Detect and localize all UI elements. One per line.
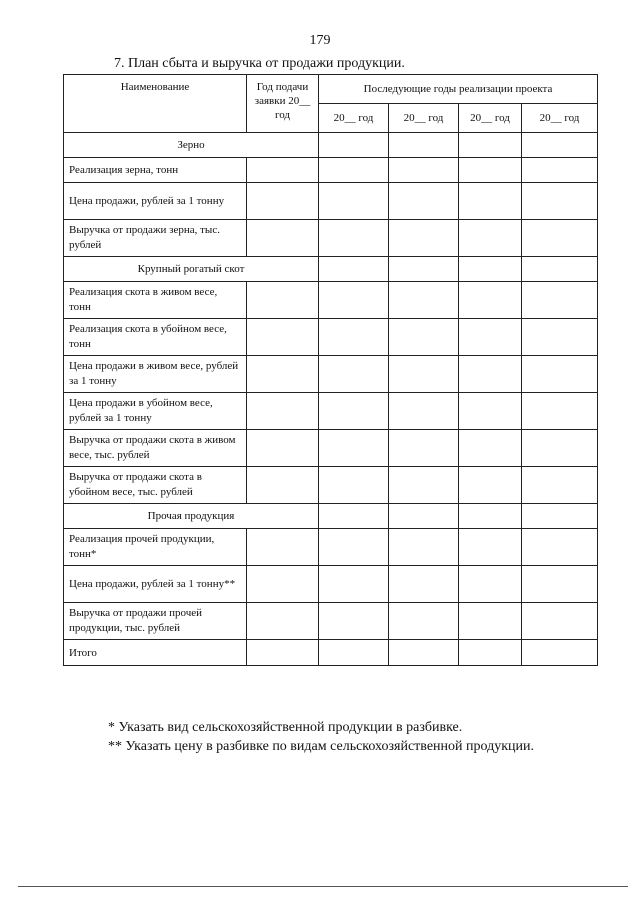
value-cell	[247, 393, 319, 430]
footnote-2: ** Указать цену в разбивке по видам сельскохозяйственной продукции.	[108, 739, 535, 754]
value-cell	[319, 356, 389, 393]
value-cell	[247, 430, 319, 467]
table-row	[64, 393, 598, 430]
value-cell	[247, 356, 319, 393]
value-cell	[459, 282, 522, 319]
value-cell	[459, 220, 522, 257]
table-row	[64, 640, 598, 666]
value-cell	[459, 603, 522, 640]
value-cell	[389, 393, 459, 430]
value-cell	[389, 467, 459, 504]
value-cell	[319, 566, 389, 603]
row-label: Реализация зерна, тонн	[64, 158, 247, 183]
row-label: Итого	[64, 640, 247, 666]
value-cell	[522, 356, 598, 393]
value-cell	[522, 566, 598, 603]
value-cell	[522, 467, 598, 504]
header-year-1: 20__ год	[319, 104, 389, 133]
value-cell	[247, 282, 319, 319]
value-cell	[247, 467, 319, 504]
value-cell	[319, 640, 389, 666]
value-cell	[319, 603, 389, 640]
empty-cell	[459, 133, 522, 158]
value-cell	[389, 603, 459, 640]
row-label: Цена продажи, рублей за 1 тонну**	[64, 566, 247, 603]
value-cell	[522, 220, 598, 257]
value-cell	[247, 566, 319, 603]
table-row	[64, 467, 598, 504]
value-cell	[319, 467, 389, 504]
section-label: Крупный рогатый скот	[64, 257, 319, 282]
empty-cell	[319, 504, 389, 529]
table-row	[64, 282, 598, 319]
empty-cell	[522, 504, 598, 529]
empty-cell	[522, 257, 598, 282]
row-label: Цена продажи в убойном весе, рублей за 1 тонну	[64, 393, 247, 430]
row-label: Реализация скота в живом весе, тонн	[64, 282, 247, 319]
empty-cell	[459, 257, 522, 282]
value-cell	[319, 393, 389, 430]
empty-cell	[389, 133, 459, 158]
header-name: Наименование	[64, 75, 247, 133]
value-cell	[522, 319, 598, 356]
value-cell	[389, 158, 459, 183]
row-label: Выручка от продажи прочей продукции, тыс. рублей	[64, 603, 247, 640]
row-label: Выручка от продажи зерна, тыс. рублей	[64, 220, 247, 257]
footnote-1: * Указать вид сельскохозяйственной продукции в разбивке.	[108, 720, 463, 735]
value-cell	[319, 220, 389, 257]
sales-plan-table	[63, 74, 598, 666]
value-cell	[247, 183, 319, 220]
value-cell	[522, 529, 598, 566]
value-cell	[459, 430, 522, 467]
header-year-4: 20__ год	[522, 104, 598, 133]
empty-cell	[319, 133, 389, 158]
value-cell	[459, 158, 522, 183]
value-cell	[247, 220, 319, 257]
row-label: Выручка от продажи скота в живом весе, тыс. рублей	[64, 430, 247, 467]
value-cell	[389, 183, 459, 220]
value-cell	[522, 430, 598, 467]
value-cell	[522, 603, 598, 640]
value-cell	[247, 603, 319, 640]
value-cell	[247, 640, 319, 666]
header-following-years: Последующие годы реализации проекта	[319, 75, 598, 104]
table-row	[64, 220, 598, 257]
table-body	[64, 133, 598, 666]
header-year-2: 20__ год	[389, 104, 459, 133]
value-cell	[459, 566, 522, 603]
value-cell	[319, 430, 389, 467]
value-cell	[247, 529, 319, 566]
value-cell	[459, 356, 522, 393]
empty-cell	[389, 504, 459, 529]
table-row	[64, 319, 598, 356]
section-row	[64, 257, 598, 282]
empty-cell	[319, 257, 389, 282]
value-cell	[459, 319, 522, 356]
value-cell	[522, 393, 598, 430]
value-cell	[319, 282, 389, 319]
empty-cell	[389, 257, 459, 282]
value-cell	[459, 529, 522, 566]
section-label: Прочая продукция	[64, 504, 319, 529]
value-cell	[319, 319, 389, 356]
value-cell	[459, 640, 522, 666]
page-number: 179	[309, 33, 331, 48]
value-cell	[459, 467, 522, 504]
table-row	[64, 603, 598, 640]
value-cell	[319, 529, 389, 566]
section-label: Зерно	[64, 133, 319, 158]
value-cell	[389, 566, 459, 603]
value-cell	[247, 319, 319, 356]
value-cell	[389, 220, 459, 257]
value-cell	[389, 529, 459, 566]
value-cell	[459, 393, 522, 430]
header-submission-year: Год подачи заявки 20__ год	[247, 75, 319, 133]
table-row	[64, 356, 598, 393]
value-cell	[247, 158, 319, 183]
bottom-rule	[18, 886, 628, 887]
section-row	[64, 133, 598, 158]
header-year-3: 20__ год	[459, 104, 522, 133]
footnotes	[108, 718, 534, 756]
section-title: 7. План сбыта и выручка от продажи продукции.	[114, 56, 405, 71]
value-cell	[389, 319, 459, 356]
row-label: Реализация прочей продукции, тонн*	[64, 529, 247, 566]
table-row	[64, 158, 598, 183]
value-cell	[389, 640, 459, 666]
row-label: Реализация скота в убойном весе, тонн	[64, 319, 247, 356]
empty-cell	[522, 133, 598, 158]
value-cell	[389, 430, 459, 467]
table-row	[64, 183, 598, 220]
row-label: Цена продажи, рублей за 1 тонну	[64, 183, 247, 220]
value-cell	[522, 640, 598, 666]
row-label: Цена продажи в живом весе, рублей за 1 тонну	[64, 356, 247, 393]
row-label: Выручка от продажи скота в убойном весе, тыс. рублей	[64, 467, 247, 504]
table-row	[64, 430, 598, 467]
value-cell	[459, 183, 522, 220]
value-cell	[319, 183, 389, 220]
table-row	[64, 529, 598, 566]
value-cell	[389, 356, 459, 393]
value-cell	[319, 158, 389, 183]
value-cell	[389, 282, 459, 319]
value-cell	[522, 282, 598, 319]
section-row	[64, 504, 598, 529]
empty-cell	[459, 504, 522, 529]
value-cell	[522, 183, 598, 220]
table-row	[64, 566, 598, 603]
value-cell	[522, 158, 598, 183]
